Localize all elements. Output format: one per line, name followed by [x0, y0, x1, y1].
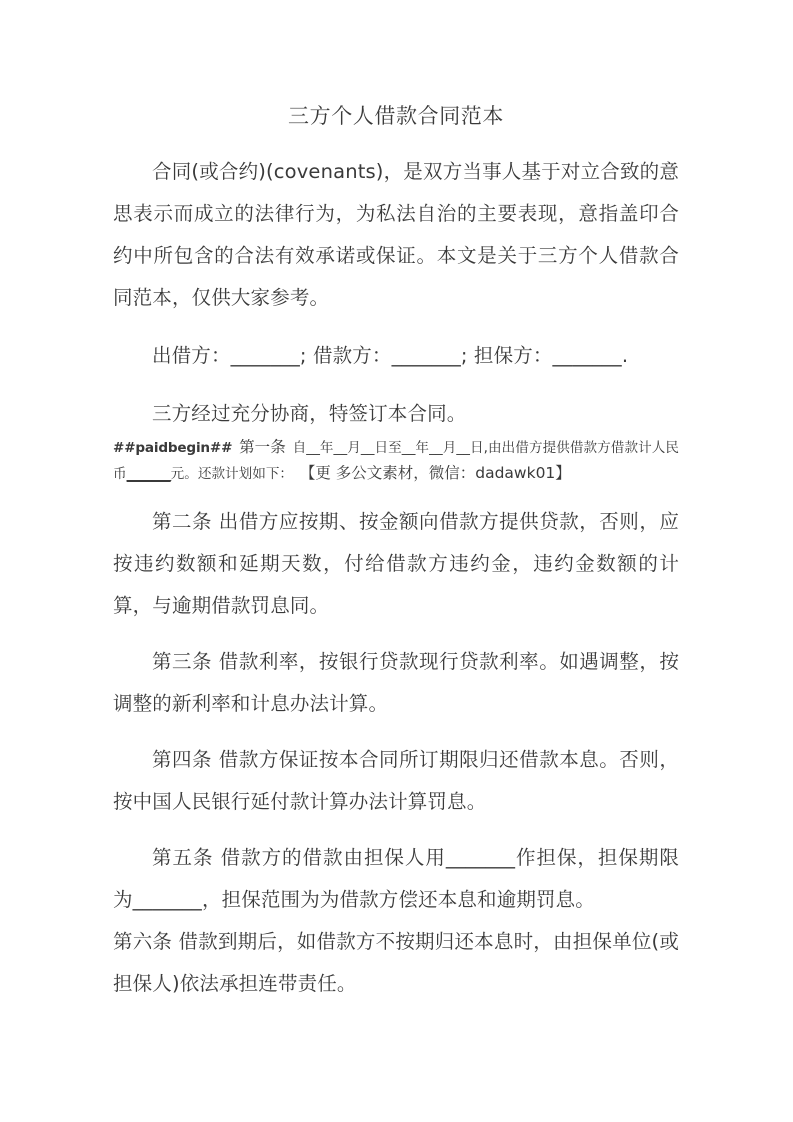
article-1-amount-blank: _______ [126, 466, 171, 482]
article-1-tail: 元。还款计划如下： [170, 466, 294, 482]
paragraph-article-3: 第三条 借款利率，按银行贷款现行贷款利率。如遇调整，按调整的新利率和计息办法计算。 [113, 650, 679, 715]
paidbegin-marker: ##paidbegin## [113, 440, 233, 456]
paragraph-article-4: 第四条 借款方保证按本合同所订期限归还借款本息。否则，按中国人民银行延付款计算办法计算罚息。 [113, 748, 679, 813]
article-1-text: 自__年__月__日至__年__月__日,由出借方提供借款方借款计人民币 [113, 440, 679, 482]
paragraph-article-1-fineprint [113, 435, 679, 487]
paragraph-article-6: 第六条 借款到期后，如借款方不按期归还本息时，由担保单位(或担保人)依法承担连带责任。 [113, 930, 679, 995]
paragraph-parties: 出借方：_______; 借款方：_______; 担保方：_______. [152, 344, 629, 367]
paragraph-intro: 合同(或合约)(covenants)，是双方当事人基于对立合致的意思表示而成立的法律行为，为私法自治的主要表现，意指盖印合约中所包含的合法有效承诺或保证。本文是关于三方个人借款合同范本，仅供大家参考。 [113, 160, 679, 309]
page-title: 三方个人借款合同范本 [288, 104, 504, 128]
document-body [113, 0, 679, 1005]
paragraph-preamble: 三方经过充分协商，特签订本合同。 [152, 402, 467, 425]
paragraph-article-5: 第五条 借款方的借款由担保人用_______作担保，担保期限为_______，担保范围为为借款方偿还本息和逾期罚息。 [113, 846, 679, 911]
promo-watermark: 【更 多公文素材，微信：dadawk01】 [299, 464, 571, 482]
article-1-label: 第一条 [239, 438, 286, 456]
paragraph-article-2: 第二条 出借方应按期、按金额向借款方提供贷款，否则，应按违约数额和延期天数，付给借款方违约金，违约金数额的计算，与逾期借款罚息同。 [113, 510, 679, 617]
